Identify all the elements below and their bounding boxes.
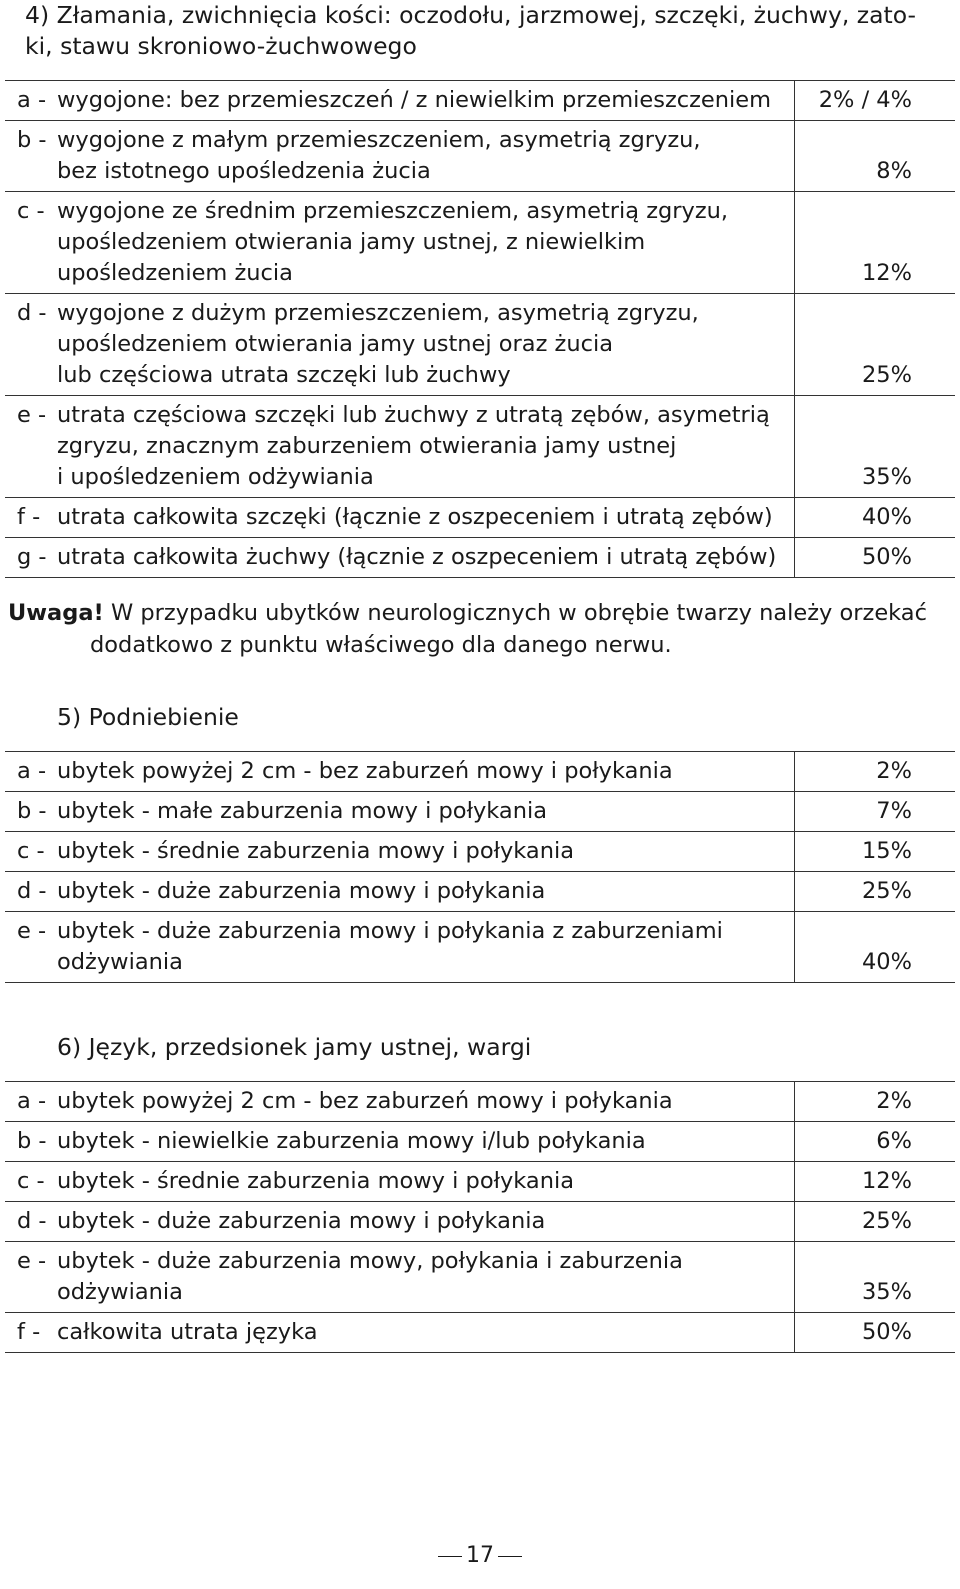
table-row <box>5 1313 955 1353</box>
row-text-line: utrata częściowa szczęki lub żuchwy z utratą zębów, asymetrią <box>57 402 770 428</box>
row-percentage: 8% <box>794 121 955 192</box>
note-text-line: dodatkowo z punktu właściwego dla danego nerwu. <box>90 632 672 658</box>
row-text-line: całkowita utrata języka <box>57 1319 318 1345</box>
row-percentage: 2% <box>794 1082 955 1122</box>
row-letter: b - <box>17 1128 47 1154</box>
row-percentage: 25% <box>794 294 955 396</box>
table-row <box>5 294 955 396</box>
row-description <box>5 792 794 832</box>
row-percentage: 50% <box>794 538 955 578</box>
row-description <box>5 538 794 578</box>
row-text <box>57 125 794 187</box>
section-6-table <box>5 1081 955 1353</box>
table-row <box>5 872 955 912</box>
row-text-line: wygojone z dużym przemieszczeniem, asymetrią zgryzu, <box>57 300 699 326</box>
row-percentage: 2% / 4% <box>794 81 955 121</box>
table-row <box>5 1082 955 1122</box>
row-text-line: i upośledzeniem odżywiania <box>57 464 374 490</box>
row-text-line: ubytek - niewielkie zaburzenia mowy i/lub połykania <box>57 1128 646 1154</box>
table-row <box>5 498 955 538</box>
row-letter: b - <box>17 127 47 153</box>
row-text-line: ubytek - duże zaburzenia mowy i połykania <box>57 878 546 904</box>
section-5-title: 5) Podniebienie <box>57 703 239 731</box>
row-letter: e - <box>17 1248 47 1274</box>
row-text-line: ubytek - duże zaburzenia mowy, połykania i zaburzenia odżywiania <box>57 1248 683 1305</box>
row-description <box>5 1082 794 1122</box>
row-text <box>57 1126 794 1157</box>
table-row <box>5 912 955 983</box>
section-4-title-line: 4) Złamania, zwichnięcia kości: oczodołu, jarzmowej, szczęki, żuchwy, zato- <box>25 1 917 29</box>
row-letter: e - <box>17 402 47 428</box>
row-text-line: ubytek powyżej 2 cm - bez zaburzeń mowy i połykania <box>57 758 673 784</box>
row-description <box>5 912 794 983</box>
row-text-line: ubytek - średnie zaburzenia mowy i połykania <box>57 838 575 864</box>
row-text <box>57 796 794 827</box>
row-text <box>57 542 794 573</box>
row-letter: e - <box>17 918 47 944</box>
section-6-title: 6) Język, przedsionek jamy ustnej, wargi <box>57 1033 532 1061</box>
row-text <box>57 916 794 978</box>
row-percentage: 7% <box>794 792 955 832</box>
row-description <box>5 752 794 792</box>
row-letter: c - <box>17 838 45 864</box>
row-percentage: 25% <box>794 872 955 912</box>
row-text-line: wygojone z małym przemieszczeniem, asymetrią zgryzu, <box>57 127 701 153</box>
table-row <box>5 396 955 498</box>
section-4-title-line: ki, stawu skroniowo-żuchwowego <box>25 32 417 60</box>
table-row <box>5 792 955 832</box>
row-description <box>5 396 794 498</box>
page-number-dash <box>498 1556 522 1557</box>
row-text <box>57 1086 794 1117</box>
table-row <box>5 752 955 792</box>
row-text <box>57 1206 794 1237</box>
row-letter: a - <box>17 1088 47 1114</box>
page-number-value: 17 <box>466 1543 494 1568</box>
row-description <box>5 192 794 294</box>
table-row <box>5 538 955 578</box>
row-percentage: 2% <box>794 752 955 792</box>
row-text-line: utrata całkowita żuchwy (łącznie z oszpeceniem i utratą zębów) <box>57 544 777 570</box>
row-percentage: 12% <box>794 192 955 294</box>
table-row <box>5 1162 955 1202</box>
row-text <box>57 1166 794 1197</box>
row-letter: c - <box>17 1168 45 1194</box>
row-percentage: 12% <box>794 1162 955 1202</box>
row-text-line: upośledzeniem żucia <box>57 260 293 286</box>
row-description <box>5 1242 794 1313</box>
row-text-line: wygojone ze średnim przemieszczeniem, asymetrią zgryzu, <box>57 198 729 224</box>
row-text <box>57 876 794 907</box>
table-row <box>5 1202 955 1242</box>
row-text <box>57 756 794 787</box>
row-percentage: 50% <box>794 1313 955 1353</box>
row-description <box>5 1313 794 1353</box>
table-row <box>5 121 955 192</box>
row-text <box>57 85 794 116</box>
row-description <box>5 81 794 121</box>
page-number-dash <box>438 1556 462 1557</box>
table-row <box>5 1242 955 1313</box>
row-text-line: ubytek - duże zaburzenia mowy i połykania <box>57 1208 546 1234</box>
row-letter: g - <box>17 544 47 570</box>
row-text <box>57 298 794 391</box>
row-percentage: 25% <box>794 1202 955 1242</box>
section-5-table <box>5 751 955 983</box>
row-text <box>57 1317 794 1348</box>
note-label: Uwaga! <box>8 600 104 626</box>
row-description <box>5 1122 794 1162</box>
row-text-line: odżywiania <box>57 949 183 975</box>
row-letter: d - <box>17 300 47 326</box>
row-text-line: ubytek - duże zaburzenia mowy i połykania z zaburzeniami <box>57 918 723 944</box>
row-letter: f - <box>17 504 41 530</box>
row-percentage: 35% <box>794 396 955 498</box>
row-description <box>5 498 794 538</box>
row-text-line: zgryzu, znacznym zaburzeniem otwierania jamy ustnej <box>57 433 677 459</box>
row-text <box>57 1246 794 1308</box>
row-letter: b - <box>17 798 47 824</box>
row-text <box>57 836 794 867</box>
note <box>8 597 953 661</box>
row-description <box>5 1202 794 1242</box>
row-text-line: ubytek powyżej 2 cm - bez zaburzeń mowy i połykania <box>57 1088 673 1114</box>
row-text-line: lub częściowa utrata szczęki lub żuchwy <box>57 362 511 388</box>
row-description <box>5 1162 794 1202</box>
table-row <box>5 1122 955 1162</box>
row-description <box>5 832 794 872</box>
row-letter: a - <box>17 87 47 113</box>
row-letter: a - <box>17 758 47 784</box>
row-text-line: utrata całkowita szczęki (łącznie z oszpeceniem i utratą zębów) <box>57 504 773 530</box>
note-text-line: W przypadku ubytków neurologicznych w obrębie twarzy należy orzekać <box>103 600 927 626</box>
row-text <box>57 400 794 493</box>
row-text-line: bez istotnego upośledzenia żucia <box>57 158 431 184</box>
page-number <box>0 1542 960 1570</box>
row-percentage: 35% <box>794 1242 955 1313</box>
row-percentage: 6% <box>794 1122 955 1162</box>
row-percentage: 40% <box>794 498 955 538</box>
row-letter: d - <box>17 1208 47 1234</box>
row-description <box>5 872 794 912</box>
row-text-line: ubytek - małe zaburzenia mowy i połykania <box>57 798 548 824</box>
table-row <box>5 81 955 121</box>
table-row <box>5 832 955 872</box>
row-percentage: 40% <box>794 912 955 983</box>
section-4-title <box>25 0 916 62</box>
row-text-line: ubytek - średnie zaburzenia mowy i połykania <box>57 1168 575 1194</box>
row-text-line: wygojone: bez przemieszczeń / z niewielkim przemieszczeniem <box>57 87 772 113</box>
row-text <box>57 502 794 533</box>
section-4-table <box>5 80 955 578</box>
row-text-line: upośledzeniem otwierania jamy ustnej, z niewielkim <box>57 229 646 255</box>
table-row <box>5 192 955 294</box>
row-percentage: 15% <box>794 832 955 872</box>
row-letter: c - <box>17 198 45 224</box>
row-letter: d - <box>17 878 47 904</box>
row-description <box>5 121 794 192</box>
row-letter: f - <box>17 1319 41 1345</box>
row-text <box>57 196 794 289</box>
row-text-line: upośledzeniem otwierania jamy ustnej oraz żucia <box>57 331 614 357</box>
row-description <box>5 294 794 396</box>
